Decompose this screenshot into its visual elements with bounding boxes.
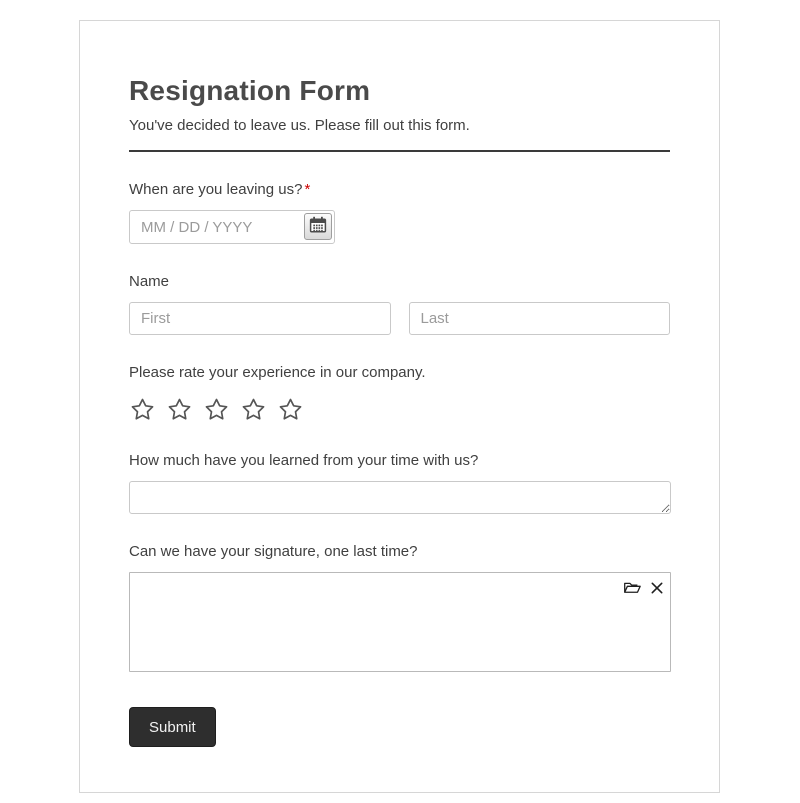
leaving-date-label-text: When are you leaving us? <box>129 181 303 198</box>
signature-label: Can we have your signature, one last time? <box>129 543 418 560</box>
star-icon[interactable] <box>203 396 230 423</box>
submit-button[interactable]: Submit <box>129 707 216 747</box>
calendar-icon <box>309 216 327 237</box>
field-name <box>129 273 670 335</box>
open-folder-icon <box>623 583 641 598</box>
star-icon[interactable] <box>277 396 304 423</box>
star-icon[interactable] <box>166 396 193 423</box>
learned-input-group <box>129 481 670 514</box>
signature-toolbar <box>623 580 663 595</box>
resignation-form-card <box>79 20 720 793</box>
form-subtitle: You've decided to leave us. Please fill out this form. <box>129 117 470 134</box>
date-input-group <box>129 210 335 244</box>
calendar-picker-button[interactable] <box>304 213 332 240</box>
x-icon <box>651 582 663 597</box>
last-name-input[interactable] <box>409 302 671 335</box>
submit-row <box>129 707 670 747</box>
star-icon[interactable] <box>129 396 156 423</box>
signature-load-button[interactable] <box>623 580 641 595</box>
field-learned <box>129 452 670 514</box>
field-leaving-date <box>129 181 670 244</box>
signature-clear-button[interactable] <box>651 582 663 594</box>
field-rating <box>129 364 670 423</box>
required-asterisk: * <box>304 181 311 198</box>
name-label: Name <box>129 273 170 290</box>
learned-label: How much have you learned from your time with us? <box>129 452 479 469</box>
field-signature <box>129 543 670 672</box>
first-name-input[interactable] <box>129 302 391 335</box>
rating-label: Please rate your experience in our company. <box>129 364 426 381</box>
name-input-group <box>129 302 670 335</box>
learned-textarea[interactable] <box>129 481 671 514</box>
form-title: Resignation Form <box>129 75 371 106</box>
star-icon[interactable] <box>240 396 267 423</box>
leaving-date-label <box>129 181 670 199</box>
header-divider <box>129 150 670 152</box>
star-rating-group <box>129 396 670 423</box>
signature-pad[interactable] <box>129 572 671 672</box>
